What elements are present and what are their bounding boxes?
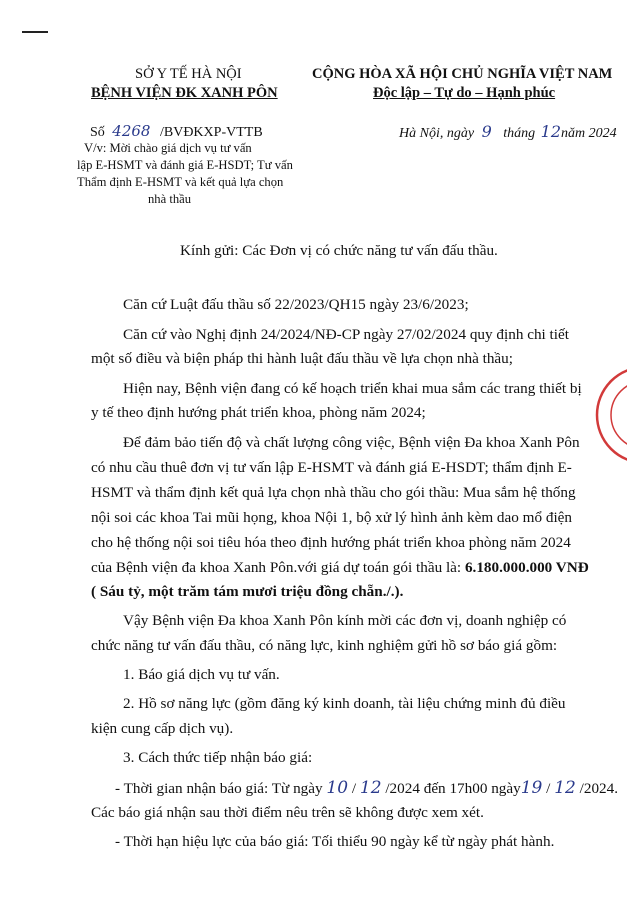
- number-prefix: Số: [90, 125, 105, 140]
- year-label: năm 2024: [561, 126, 617, 141]
- body-para-2-line-1: Căn cứ vào Nghị định 24/2024/NĐ-CP ngày 27/02/2024 quy định chi tiết: [123, 326, 569, 343]
- list-item-1: 1. Báo giá dịch vụ tư vấn.: [123, 666, 280, 683]
- body-para-5-line-1: Vậy Bệnh viện Đa khoa Xanh Pôn kính mời các đơn vị, doanh nghiệp có: [123, 612, 567, 629]
- body-para-2-line-2: một số điều và biện pháp thi hành luật đấu thầu về lựa chọn nhà thầu;: [91, 350, 513, 367]
- body-para-3-line-2: y tế theo định hướng phát triển khoa, phòng năm 2024;: [91, 404, 426, 421]
- body-para-3-line-1: Hiện nay, Bệnh viện đang có kế hoạch triển khai mua sắm các trang thiết bị: [123, 380, 582, 397]
- estimate-amount: 6.180.000.000 VNĐ: [464, 559, 589, 576]
- late-note: Các báo giá nhận sau thời điểm nêu trên sẽ không được xem xét.: [91, 804, 484, 821]
- month-label: tháng: [503, 126, 536, 141]
- number-code: /BVĐKXP-VTTB: [159, 125, 263, 140]
- margin-mark: [22, 31, 48, 33]
- country-name: CỘNG HÒA XÃ HỘI CHỦ NGHĨA VIỆT NAM: [312, 66, 613, 82]
- recipient: Kính gửi: Các Đơn vị có chức năng tư vấn đấu thầu.: [180, 242, 498, 259]
- body-para-4-line-2: có nhu cầu thuê đơn vị tư vấn lập E-HSMT và đánh giá E-HSDT; thẩm định E-: [91, 459, 572, 476]
- body-para-1: Căn cứ Luật đấu thầu số 22/2023/QH15 ngày 23/6/2023;: [123, 296, 469, 313]
- validity-period: - Thời hạn hiệu lực của báo giá: Tối thiểu 90 ngày kể từ ngày phát hành.: [115, 833, 555, 850]
- list-item-2-line-2: kiện cung cấp dịch vụ).: [91, 720, 234, 737]
- body-para-4-line-3: HSMT và thẩm định kết quả lựa chọn nhà thầu cho gói thầu: Mua sắm hệ thống: [91, 484, 576, 501]
- receipt-time-mid: /2024 đến 17h00 ngày: [385, 780, 521, 797]
- receipt-month-2: 12: [554, 778, 576, 798]
- receipt-month-1: 12: [359, 778, 382, 798]
- body-para-4-line-5: cho hệ thống nội soi tiêu hóa theo định hướng phát triển khoa phòng năm 2024: [91, 534, 571, 551]
- receipt-day-2: 19: [520, 778, 543, 798]
- stamp-seal: [593, 360, 627, 470]
- national-motto: Độc lập – Tự do – Hạnh phúc: [373, 85, 556, 101]
- document-number: [90, 122, 263, 141]
- subject-line-4: nhà thầu: [148, 192, 192, 206]
- hospital-name: BỆNH VIỆN ĐK XANH PÔN: [91, 85, 278, 101]
- receipt-day-1: 10: [326, 778, 349, 798]
- place-date-prefix: Hà Nội, ngày: [399, 126, 475, 141]
- place-date: [399, 122, 617, 142]
- estimate-text: của Bệnh viện đa khoa Xanh Pôn.với giá dự toán gói thầu là:: [91, 559, 465, 576]
- body-para-4-line-4: nội soi các khoa Tai mũi họng, khoa Nội 1, bộ xử lý hình ảnh kèm dao mổ điện: [91, 509, 573, 526]
- ministry-name: SỞ Y TẾ HÀ NỘI: [135, 66, 242, 82]
- month-handwritten: 12: [540, 122, 561, 141]
- day-handwritten: 9: [481, 122, 492, 141]
- body-para-5-line-2: chức năng tư vấn đấu thầu, có năng lực, kinh nghiệm gửi hồ sơ báo giá gồm:: [91, 637, 558, 654]
- subject-line-3: Thẩm định E-HSMT và kết quả lựa chọn: [77, 175, 284, 189]
- receipt-time-prefix: - Thời gian nhận báo giá: Từ ngày: [115, 780, 323, 797]
- body-para-4-line-1: Để đảm bảo tiến độ và chất lượng công việc, Bệnh viện Đa khoa Xanh Pôn: [123, 434, 580, 451]
- number-handwritten: 4268: [112, 122, 151, 140]
- list-item-3: 3. Cách thức tiếp nhận báo giá:: [123, 749, 313, 766]
- body-para-4-line-6: [91, 559, 589, 577]
- estimate-amount-words: ( Sáu tỷ, một trăm tám mươi triệu đồng chẵn./.).: [91, 583, 404, 600]
- list-item-2-line-1: 2. Hồ sơ năng lực (gồm đăng ký kinh doanh, tài liệu chứng minh đủ điều: [123, 695, 566, 712]
- subject-line-1: V/v: Mời chào giá dịch vụ tư vấn: [84, 141, 252, 155]
- receipt-time: - Thời gian nhận báo giá: Từ ngày 10 / 12 /2024 đến 17h00 ngày19 / 12 /2024.: [115, 778, 619, 798]
- receipt-time-suffix: /2024.: [579, 780, 619, 797]
- subject-line-2: lập E-HSMT và đánh giá E-HSDT; Tư vấn: [77, 158, 293, 172]
